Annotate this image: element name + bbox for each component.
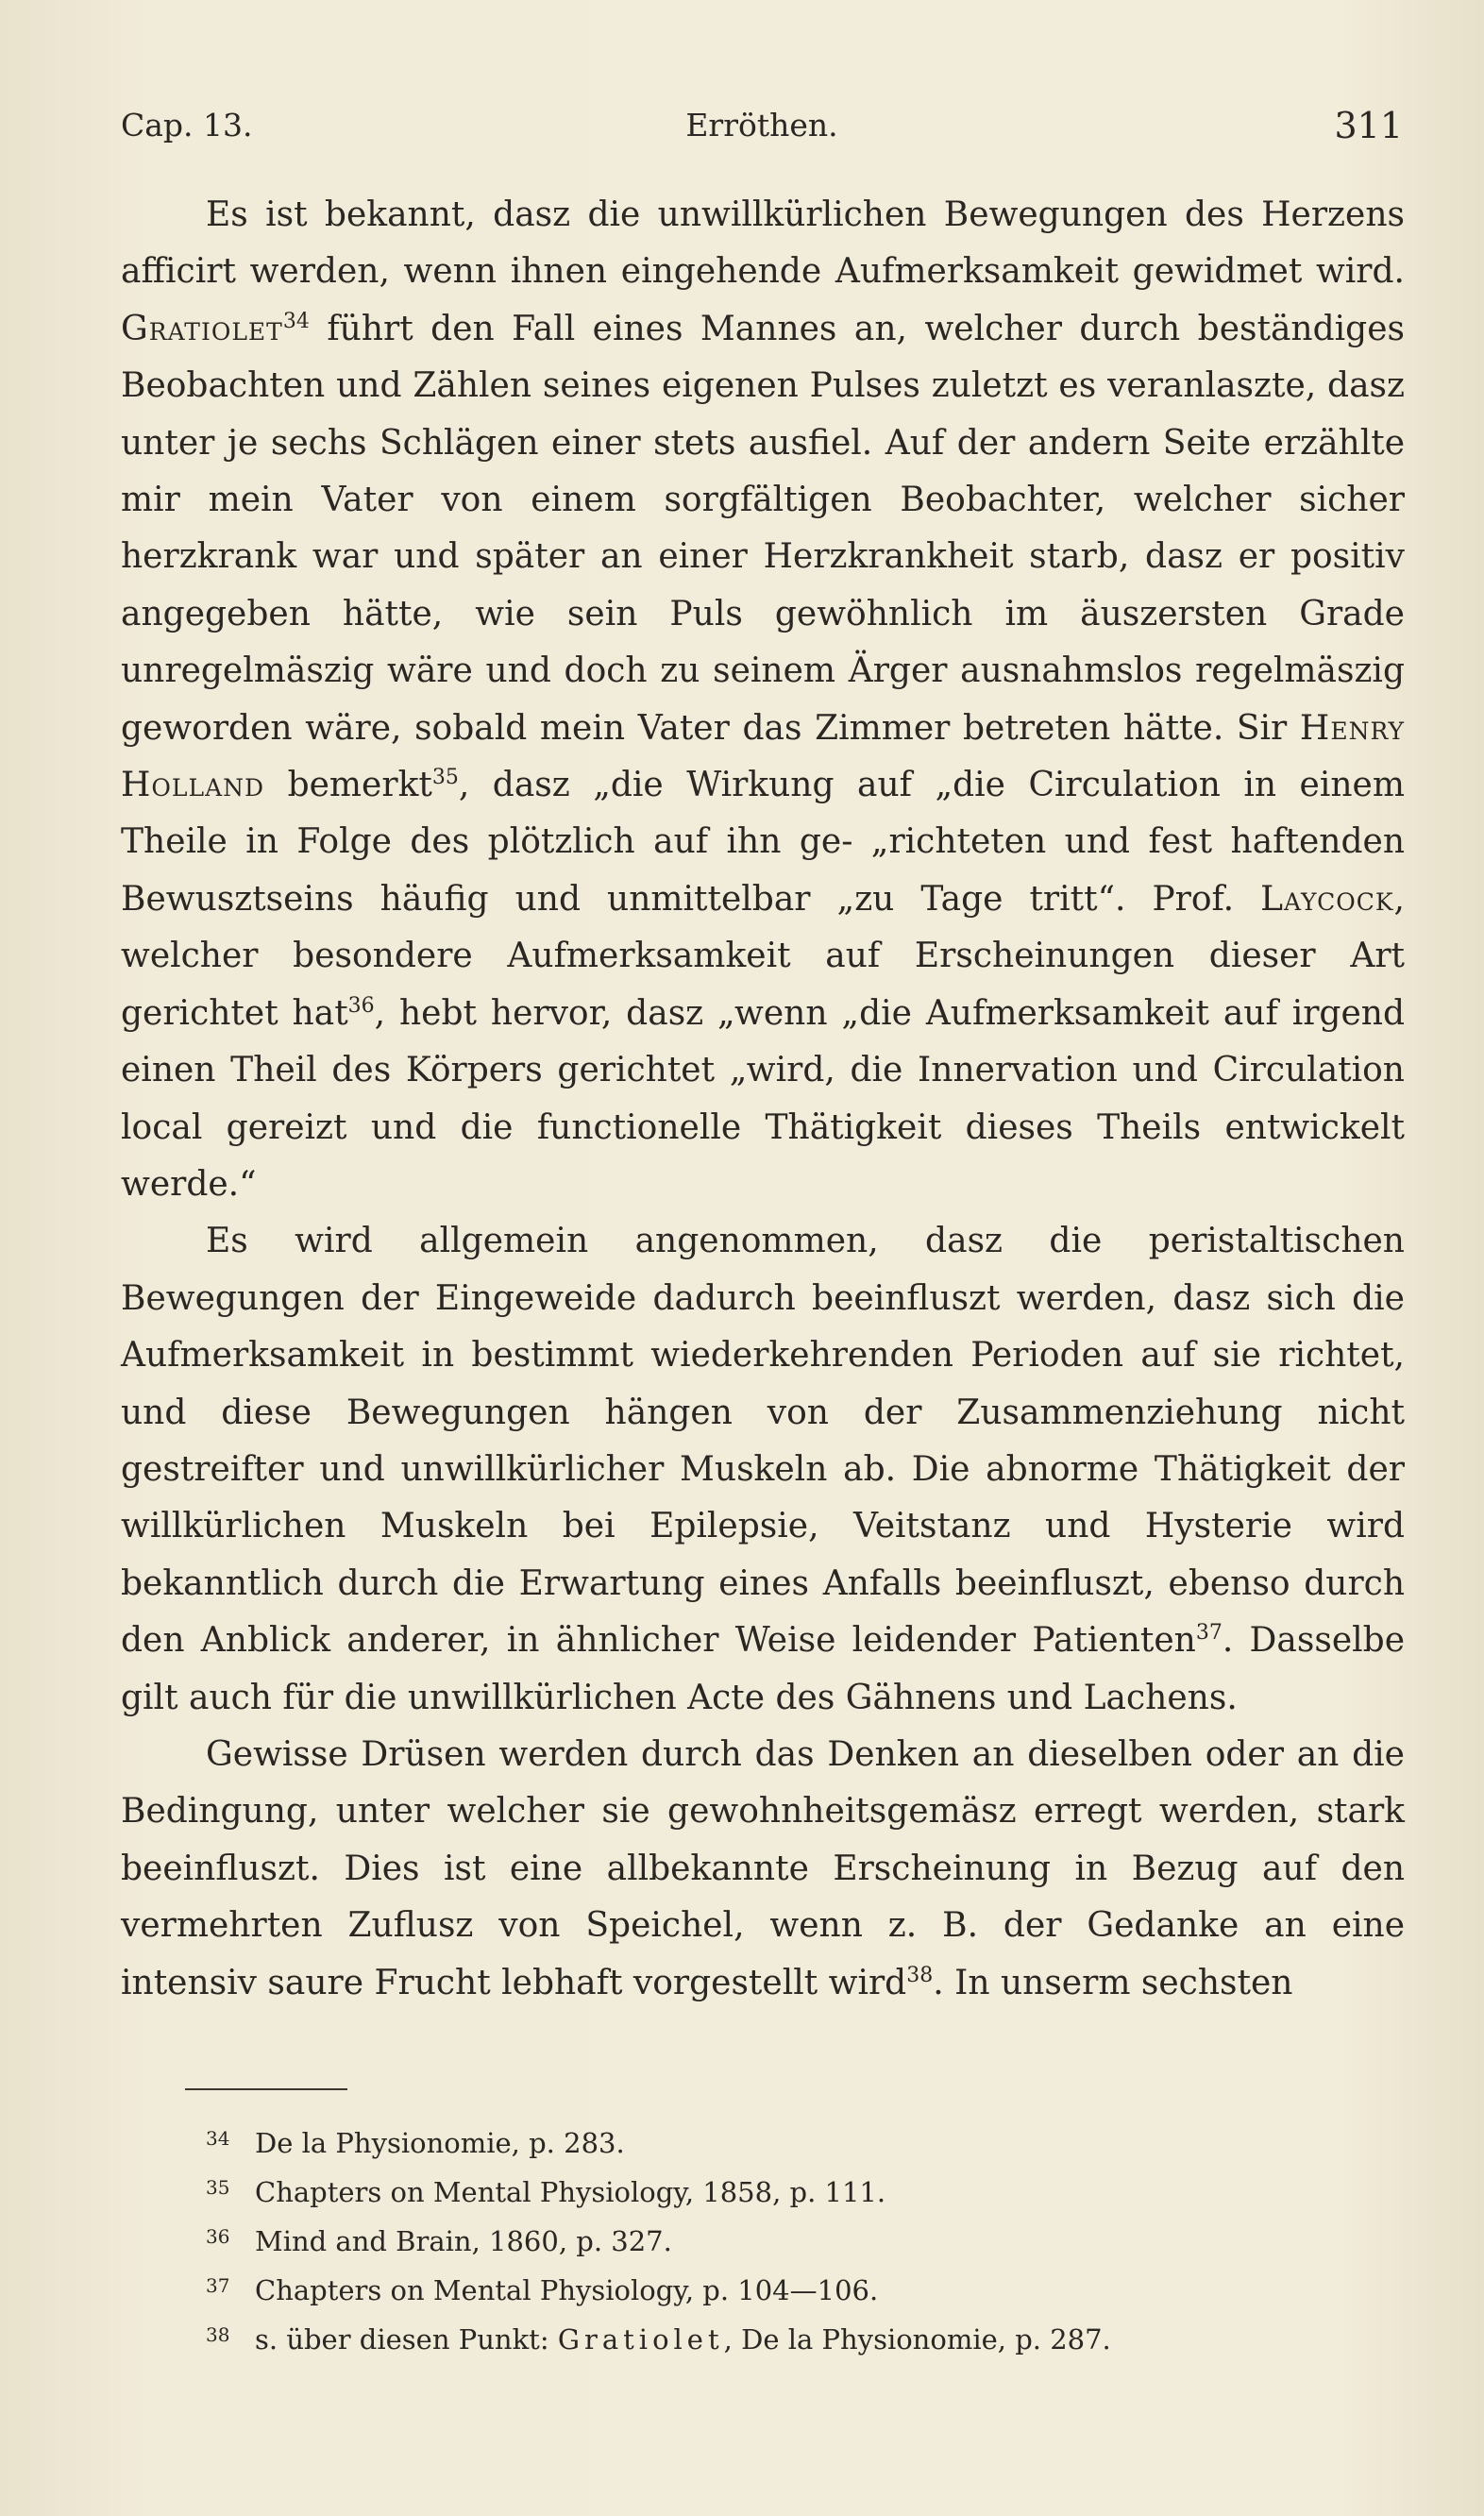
text-run: , dasz „die Wirkung auf „die Circulation in einem Theile in Folge des plötzlich auf ihn ge- „richteten und fest haftenden Bewusztseins häufig und unmittelbar „zu Tage tritt“. Prof. [121, 766, 1405, 919]
text-run: . Dasselbe gilt auch für die unwillkürlichen Acte des Gähnens und Lachens. [121, 1621, 1405, 1717]
author-name-holland: Henry Holland [121, 708, 1405, 805]
footnote-number: 38 [206, 2323, 230, 2346]
text-run: . In unserm sechsten [933, 1963, 1293, 2002]
paragraph-heart [121, 187, 1405, 1213]
footnote-ref-38: 38 [906, 1963, 934, 1987]
footnote-number: 35 [206, 2176, 230, 2199]
footnote-number: 36 [206, 2225, 230, 2248]
footnote-38 [206, 2313, 1339, 2362]
author-name-laycock: Laycock [1260, 879, 1394, 919]
text-run: Es wird allgemein angenommen, dasz die peristaltischen Bewegungen der Eingeweide dadurch beeinfluszt werden, dasz sich die Aufmerksamkeit in bestimmt wiederkehrenden Perioden auf sie richtet, und diese Bewegungen hängen von der Zusammenziehung nicht gestreifter und unwillkürlicher Muskeln ab. Die abnorme Thätigkeit der willkürlichen Muskeln bei Epilepsie, Veitstanz und Hysterie wird bekanntlich durch die Erwartung eines Anfalls beeinfluszt, ebenso durch den Anblick anderer, in ähnlicher Weise leidender Patienten [121, 1222, 1405, 1661]
footnote-36 [206, 2215, 1339, 2264]
paragraph-glands [121, 1727, 1405, 2012]
author-name-gratiolet: Gratiolet [121, 309, 283, 348]
footnote-text: Chapters on Mental Physiology, p. 104—106. [255, 2274, 879, 2306]
footnote-text: Mind and Brain, 1860, p. 327. [255, 2225, 672, 2257]
chapter-label: Cap. 13. [121, 107, 253, 144]
paragraph-peristaltic [121, 1213, 1405, 1727]
running-header [121, 102, 1403, 149]
footnote-text-post: , De la Physionomie, p. 287. [723, 2323, 1111, 2356]
footnote-35 [206, 2166, 1339, 2215]
footnote-37 [206, 2264, 1339, 2313]
footnote-text-pre: s. über diesen Punkt: [255, 2323, 558, 2356]
footnote-ref-34: 34 [282, 309, 310, 333]
footnote-author: Gratiolet [557, 2323, 724, 2356]
footnote-number: 37 [206, 2274, 230, 2297]
footnote-text: Chapters on Mental Physiology, 1858, p. 111. [255, 2176, 886, 2208]
footnote-ref-36: 36 [347, 993, 375, 1018]
footnote-number: 34 [206, 2127, 230, 2150]
footnote-divider [185, 2088, 347, 2090]
footnote-ref-37: 37 [1195, 1621, 1223, 1646]
text-run: , hebt hervor, dasz „wenn „die Aufmerksamkeit auf irgend einen Theil des Körpers gerichtet „wird, die Innervation und Circulation local gereizt und die functionelle Thätigkeit dieses Theils entwickelt werde.“ [121, 993, 1406, 1204]
footnotes [206, 2117, 1339, 2362]
text-run: , welcher besondere Aufmerksamkeit auf Erscheinungen dieser Art gerichtet hat [121, 879, 1405, 1033]
footnote-34 [206, 2117, 1339, 2166]
text-run: führt den Fall eines Mannes an, welcher durch beständiges Beobachten und Zählen seines eigenen Pulses zuletzt es veranlaszte, dasz unter je sechs Schlägen einer stets ausfiel. Auf der andern Seite erzählte mir mein Vater von einem sorgfältigen Beobachter, welcher sicher herzkrank war und später an einer Herzkrankheit starb, dasz er positiv angegeben hätte, wie sein Puls gewöhnlich im äuszersten Grade unregelmäszig wäre und doch zu seinem Ärger ausnahmslos regelmäszig geworden wäre, sobald mein Vater das Zimmer betreten hätte. Sir [121, 309, 1405, 748]
page-number: 311 [1334, 105, 1403, 146]
footnote-ref-35: 35 [431, 766, 459, 790]
text-run: bemerkt [287, 766, 432, 805]
text-run: Gewisse Drüsen werden durch das Denken an dieselben oder an die Bedingung, unter welcher sie gewohnheitsgemäsz erregt werden, stark beeinfluszt. Dies ist eine allbekannte Erscheinung in Bezug auf den vermehrten Zuflusz von Speichel, wenn z. B. der Gedanke an eine intensiv saure Frucht lebhaft vorgestellt wird [121, 1734, 1405, 2002]
main-text [121, 187, 1405, 2012]
running-title: Erröthen. [685, 107, 838, 144]
footnote-text: De la Physionomie, p. 283. [255, 2127, 625, 2159]
text-run: Es ist bekannt, dasz die unwillkürlichen Bewegungen des Herzens afficirt werden, wenn ihnen eingehende Aufmerksamkeit gewidmet wird. [121, 195, 1405, 292]
